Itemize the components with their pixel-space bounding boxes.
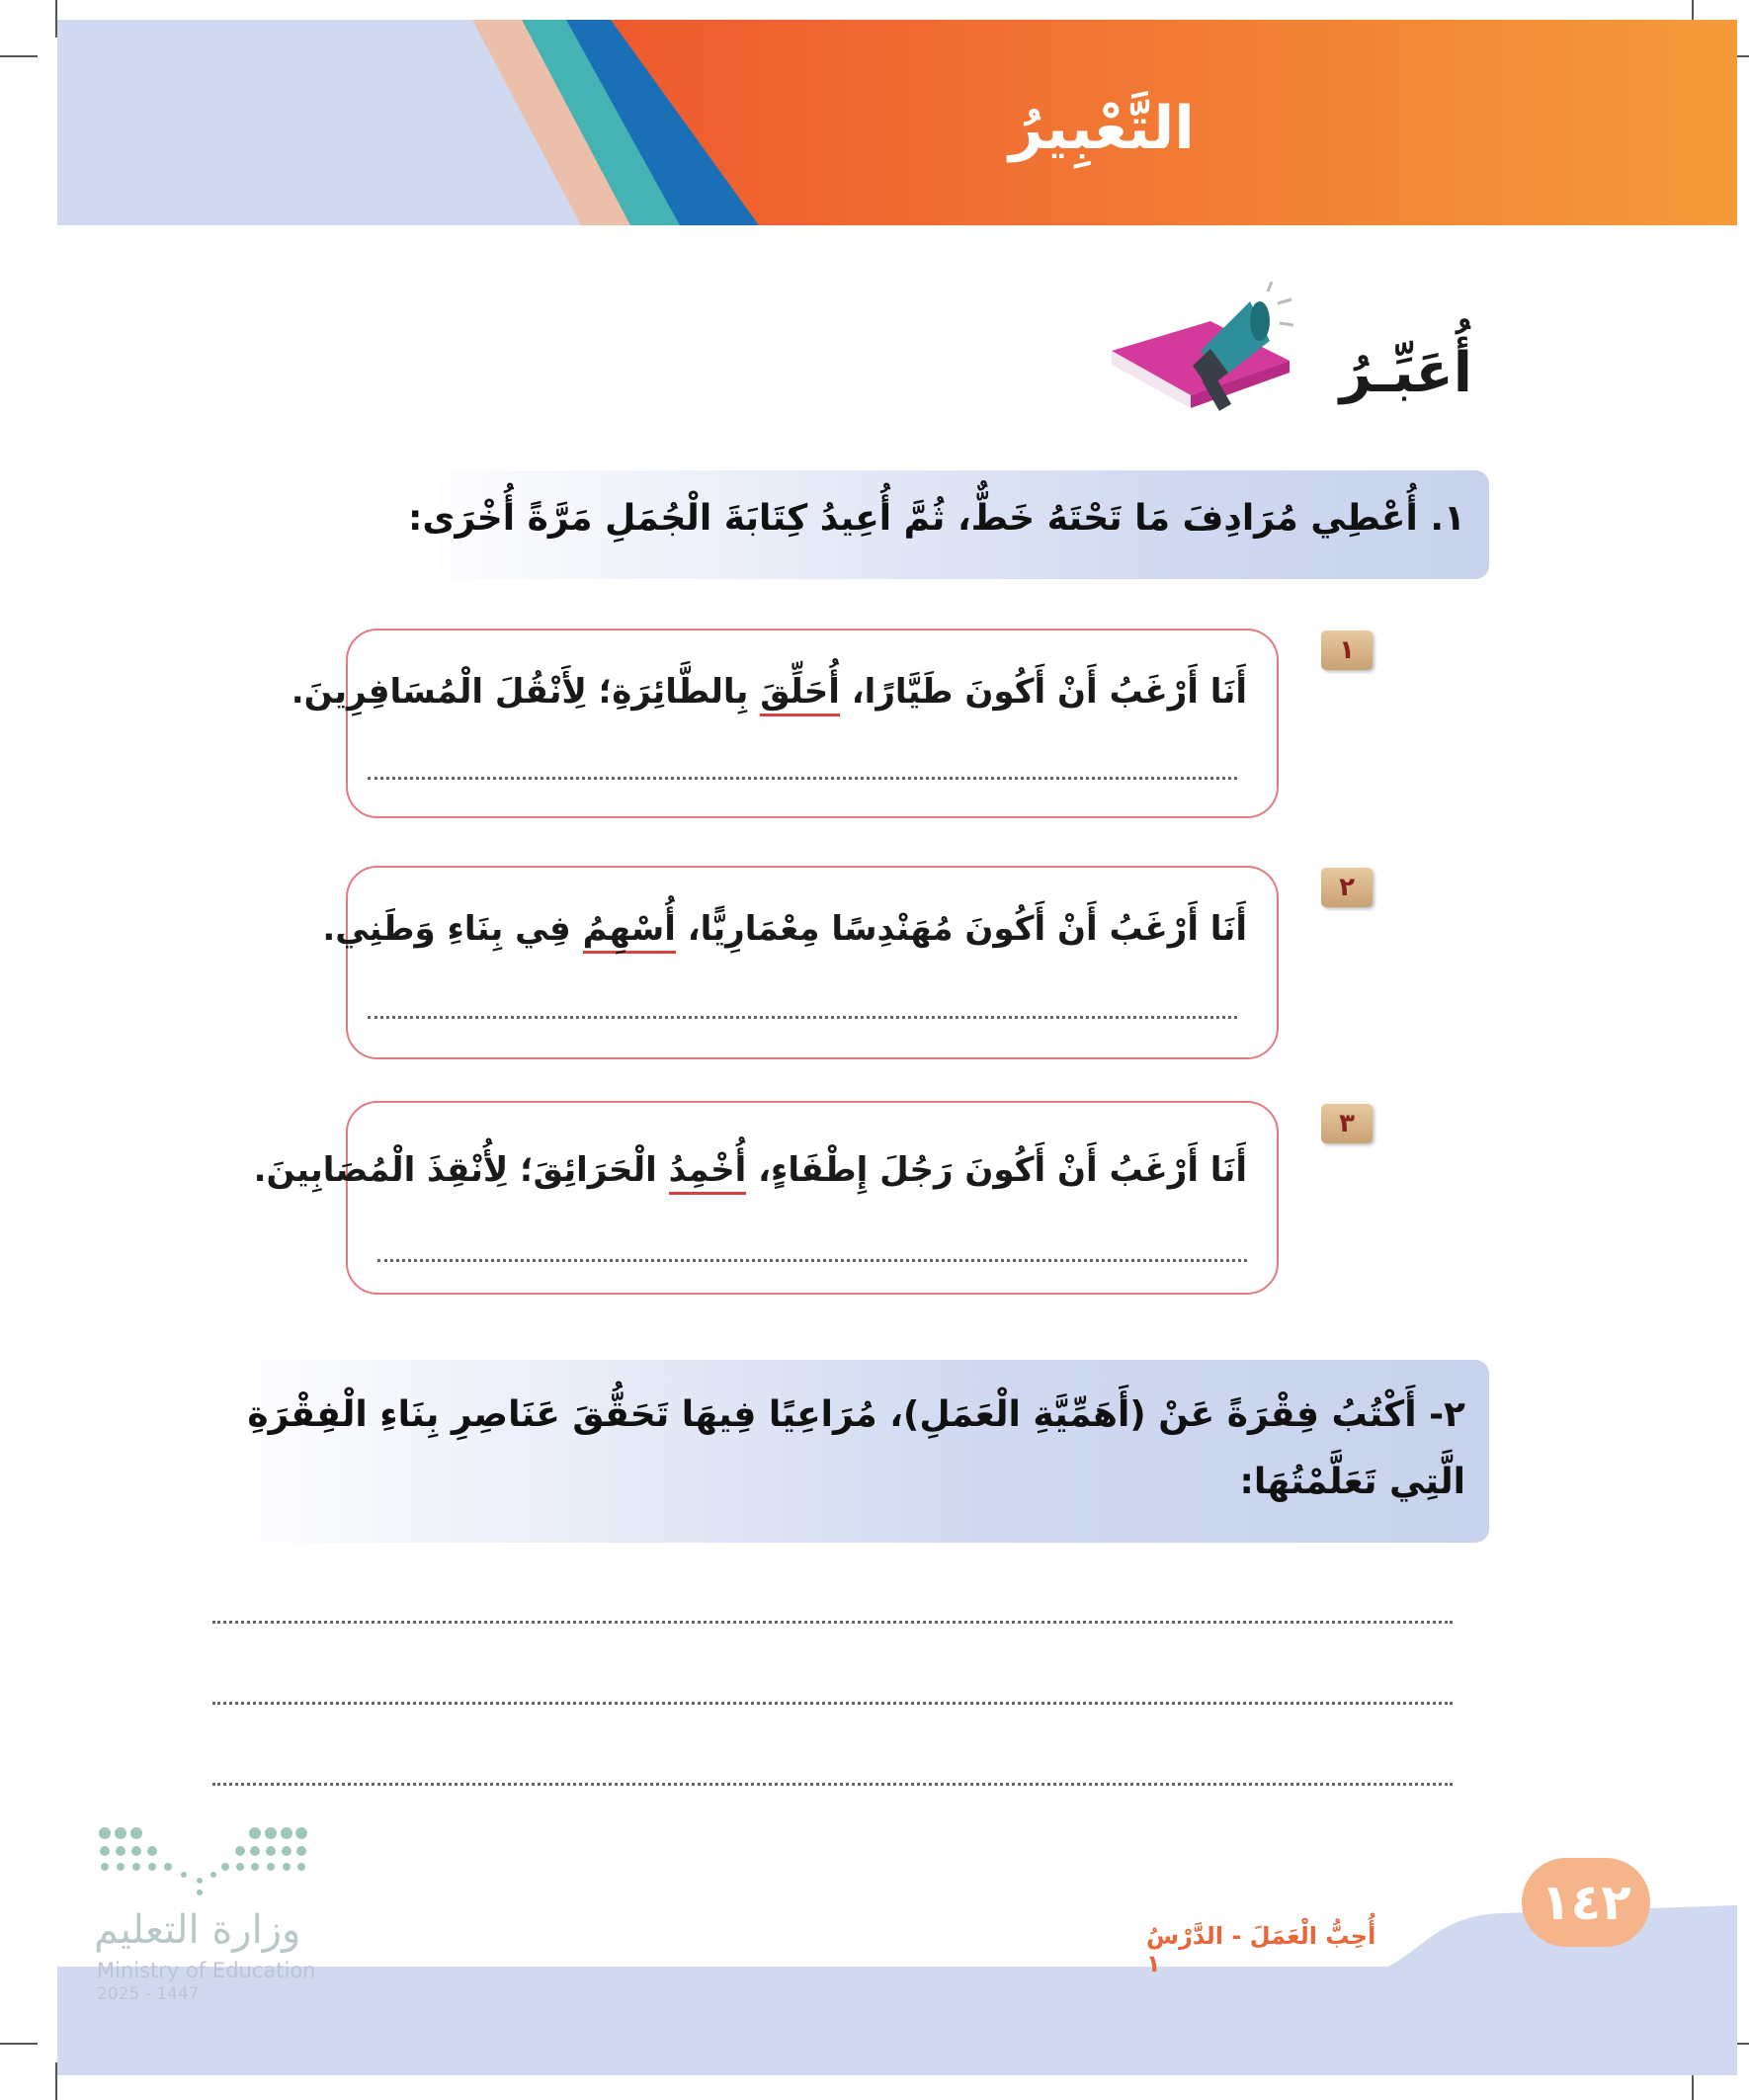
answer-line[interactable] xyxy=(368,1016,1237,1019)
item-number-badge: ٣ xyxy=(1321,1104,1373,1143)
underlined-word: أُخْمِدُ xyxy=(669,1150,747,1195)
exercise-1-instruction xyxy=(408,470,1489,579)
page-number: ١٤٢ xyxy=(1522,1858,1650,1947)
footer-band xyxy=(57,1967,1737,2075)
page-title: التَّعْبِيرُ xyxy=(1009,94,1195,163)
book-megaphone-icon xyxy=(1102,282,1299,430)
writing-line[interactable] xyxy=(212,1783,1453,1786)
sentence-part: أَنَا أَرْغَبُ أَنْ أَكُونَ مُهَنْدِسًا مِعْمَارِيًّا، xyxy=(675,909,1247,949)
ministry-name-arabic: وزارة التعليم xyxy=(94,1907,301,1953)
sentence-box-2 xyxy=(322,866,1279,1059)
lesson-label: أُحِبُّ الْعَمَلَ - الدَّرْسُ ١ xyxy=(1146,1922,1376,1977)
exercise-2-instruction-text: ٢- أَكْتُبُ فِقْرَةً عَنْ (أَهَمِّيَّةِ الْعَمَلِ)، مُرَاعِيًا فِيهَا تَحَقُّقَ عَنَاصِرِ بِنَاءِ الْفِقْرَةِ الَّتِي تَعَلَّمْتُهَا: xyxy=(247,1394,1465,1502)
sentence-box-3 xyxy=(253,1101,1279,1295)
item-number-badge: ١ xyxy=(1321,630,1373,670)
exercise-2-instruction xyxy=(212,1360,1489,1543)
header-banner xyxy=(57,20,1737,225)
writing-line[interactable] xyxy=(212,1621,1453,1624)
crop-mark xyxy=(0,55,38,57)
sentence-part: أَنَا أَرْغَبُ أَنْ أَكُونَ رَجُلَ إِطْفَاءٍ، xyxy=(746,1150,1247,1190)
crop-mark xyxy=(0,2043,38,2045)
edition-year: 2025 - 1447 xyxy=(97,1984,200,2004)
sentence-box-1 xyxy=(291,629,1279,818)
sentence-text xyxy=(292,672,1247,712)
item-number-badge: ٢ xyxy=(1321,868,1373,907)
sentence-part: بِالطَّائِرَةِ؛ لِأَنْقُلَ الْمُسَافِرِينَ. xyxy=(291,672,761,712)
sentence-part: الْحَرَائِقَ؛ لِأُنْقِذَ الْمُصَابِينَ. xyxy=(253,1150,669,1190)
ministry-name-english: Ministry of Education xyxy=(97,1959,316,1982)
underlined-word: أُحَلِّقَ xyxy=(760,672,840,716)
sentence-text xyxy=(254,1150,1247,1190)
writing-line[interactable] xyxy=(212,1702,1453,1705)
sentence-text xyxy=(322,909,1247,949)
ministry-logo-dots xyxy=(97,1823,309,1897)
answer-line[interactable] xyxy=(368,777,1237,780)
exercise-1-instruction-text: ١. أُعْطِي مُرَادِفَ مَا تَحْتَهُ خَطٌّ، ثُمَّ أُعِيدُ كِتَابَةَ الْجُمَلِ مَرَّةً أُخْرَى: xyxy=(408,498,1465,539)
section-title: أُعَبِّـرُ xyxy=(1339,341,1472,405)
answer-line[interactable] xyxy=(377,1259,1247,1262)
sentence-part: فِي بِنَاءِ وَطَنِي. xyxy=(322,909,583,949)
underlined-word: أُسْهِمُ xyxy=(583,909,676,954)
sentence-part: أَنَا أَرْغَبُ أَنْ أَكُونَ طَيَّارًا، xyxy=(839,672,1247,712)
